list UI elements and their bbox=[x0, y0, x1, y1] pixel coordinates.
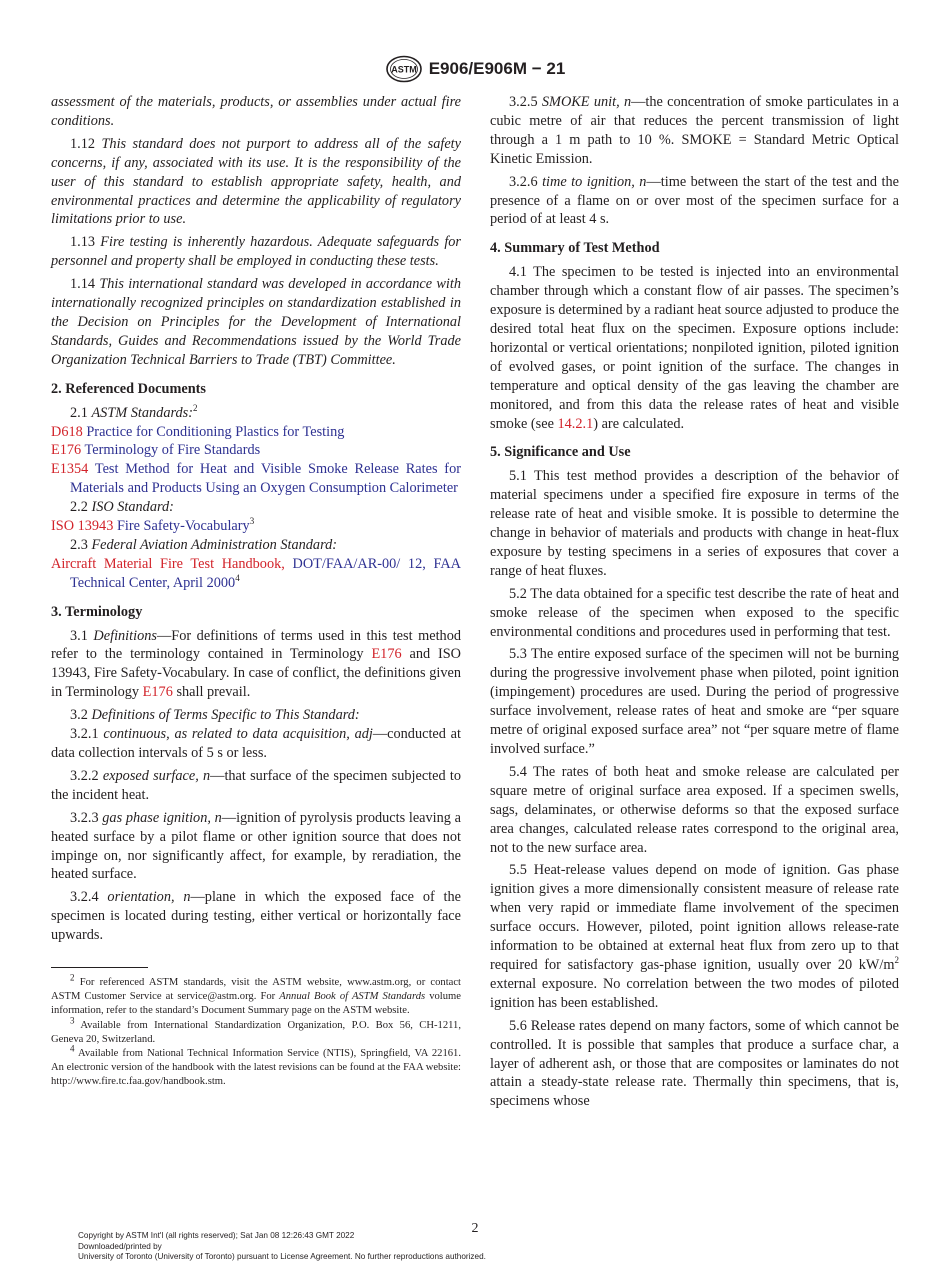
copyright-line: Copyright by ASTM Int'l (all rights reserved); Sat Jan 08 12:26:43 GMT 2022 bbox=[78, 1231, 355, 1240]
section-5-heading: 5. Significance and Use bbox=[490, 444, 631, 461]
paragraph-5-5: 5.5 Heat-release values depend on mode of ignition. Gas phase ignition gives a more dimensionally consistent measure of release rate when very rapid or immediate flame involvement of the specimen surface occurs. However, piloted, point ignition allows release-rate information to be obtained at external heat flux from zero up to that required for satisfactory gas-phase ignition, usually over 20 $kW/m^2$ external exposure. No correlation between the two modes of piloted ignition has been established. bbox=[490, 862, 899, 1011]
copyright-notice bbox=[78, 1231, 486, 1263]
paragraph-2-1: 2.1 ASTM Standards:$^2$ bbox=[70, 402, 198, 421]
paragraph-1-12: 1.12 This standard does not purport to address all of the safety concerns, if any, associated with its use. It is the responsibility of the user of this standard to establish appropriate safety, health, and environmental practices and determine the applicability of regulatory limitations prior to use. bbox=[51, 135, 461, 228]
paragraph-4-1: 4.1 The specimen to be tested is injected into an environmental chamber through which a constant flow of air passes. The specimen’s exposure is determined by a radiant heat source adjusted to produce the desired total heat flux on the specimen. Exposure options include: horizontal or vertical orientations; nonpiloted ignition, piloted ignition of evolved gases, or point ignition of the surface. The changes in temperature and optical density of the gas leaving the chamber are monitored, and from this data the release rates of heat and visible smoke (see 14.2.1) are calculated. bbox=[490, 264, 899, 432]
left-column bbox=[51, 93, 461, 1090]
link-e176[interactable]: E176 bbox=[371, 646, 402, 663]
paragraph-5-2: 5.2 The data obtained for a specific test describe the rate of heat and smoke release of the specimen when exposed to the specific environmental conditions and procedures used in performing that test. bbox=[490, 585, 899, 640]
paragraph-5-1: 5.1 This test method provides a description of the behavior of material specimens under a specified fire exposure in terms of the release rate of heat and visible smoke. It is possible to determine the change in behavior of materials and products with change in heat-flux exposure by testing specimens in a series of exposures that cover a range of heat fluxes. bbox=[490, 468, 899, 579]
paragraph-3-2-3: 3.2.3 gas phase ignition, n—ignition of pyrolysis products leaving a heated surface by a pilot flame or other ignition source that does not impinge on, nor significantly affect, for example, by reradiation, the heated surface. bbox=[51, 809, 461, 883]
reference-e1354[interactable]: E1354 Test Method for Heat and Visible Smoke Release Rates for Materials and Products Using an Oxygen Consumption Calorimeter bbox=[51, 461, 461, 497]
section-3-heading: 3. Terminology bbox=[51, 603, 143, 620]
page-number: 2 bbox=[471, 1221, 479, 1236]
paragraph-3-2-5: 3.2.5 SMOKE unit, n—the concentration of smoke particulates in a cubic metre of air that reduces the percent transmission of light through a 1 m path to 10 %. SMOKE = Standard Metric Optical Kinetic Emission. bbox=[490, 94, 900, 167]
reference-iso-13943[interactable]: ISO 13943 Fire Safety-Vocabulary$^3$ bbox=[51, 516, 255, 535]
paragraph-2-3: 2.3 Federal Aviation Administration Standard: bbox=[70, 536, 338, 553]
paragraph-3-2: 3.2 Definitions of Terms Specific to This Standard: bbox=[70, 707, 360, 724]
license-line: University of Toronto (University of Toronto) pursuant to License Agreement. No further reproductions authorized. bbox=[78, 1252, 486, 1262]
paragraph-3-2-4: 3.2.4 orientation, n—plane in which the exposed face of the specimen is located during testing, either vertical or horizontally face upwards. bbox=[51, 889, 462, 944]
paragraph-1-14: 1.14 This international standard was developed in accordance with internationally recognized principles on standardization established in the Decision on Principles for the Development of International Standards, Guides and Recommendations issued by the World Trade Organization Technical Barriers to Trade (TBT) Committee. bbox=[51, 276, 461, 368]
svg-text:ASTM: ASTM bbox=[390, 64, 417, 75]
paragraph-3-2-6: 3.2.6 time to ignition, n—time between the start of the test and the presence of a flame on or over most of the specimen surface for a period of at least 4 s. bbox=[490, 173, 900, 228]
paragraph-5-6: 5.6 Release rates depend on many factors, some of which cannot be controlled. It is possible that samples that produce a surface char, a layer of adherent ash, or those that are composites or laminates do not attain a steady-state release rate. Thermally thin specimens, that is, specimens whose bbox=[490, 1017, 899, 1110]
paragraph-1-13: 1.13 Fire testing is inherently hazardous. Adequate safeguards for personnel and property shall be employed in conducting these tests. bbox=[51, 234, 461, 270]
right-column bbox=[490, 93, 899, 1115]
paragraph-3-1: 3.1 Definitions—For definitions of terms used in this test method refer to the terminology contained in Terminology E176 and ISO 13943, Fire Safety-Vocabulary. In case of conflict, the definitions given in Terminology E176 shall prevail. bbox=[51, 627, 461, 701]
link-14-2-1[interactable]: 14.2.1 bbox=[557, 415, 594, 432]
footnote-4: $^4$ Available from National Technical Information Service (NTIS), Springfield, VA 22161. An electronic version of the handbook with the latest revisions can be found at the FAA website: http://www.fire.tc.faa.gov/handbook.stm. bbox=[51, 1043, 461, 1088]
paragraph-2-2: 2.2 ISO Standard: bbox=[70, 499, 174, 516]
reference-e176[interactable]: E176 Terminology of Fire Standards bbox=[51, 442, 261, 459]
astm-logo-icon bbox=[385, 55, 423, 83]
paragraph-5-4: 5.4 The rates of both heat and smoke release are calculated per square metre of original surface area exposed. If a specimen swells, sags, delaminates, or otherwise deforms so that the exposed surface area changes, calculated release rates correspond to the original area, not to the new surface area. bbox=[490, 763, 899, 856]
reference-d618[interactable]: D618 Practice for Conditioning Plastics for Testing bbox=[51, 423, 345, 440]
reference-faa-handbook[interactable]: Aircraft Material Fire Test Handbook, DOT/FAA/AR-00/ 12, FAA Technical Center, April 2000$^4$ bbox=[51, 555, 462, 591]
section-4-heading: 4. Summary of Test Method bbox=[490, 240, 660, 257]
paragraph-5-3: 5.3 The entire exposed surface of the specimen will not be burning during the progressive involvement phase when piloted, point ignition (impingement) procedures are used. During the period of progressive surface involvement, release rates of heat and smoke are “per square metre of original exposed surface area” not “per square metre of flame involved surface.” bbox=[490, 646, 899, 757]
downloaded-line: Downloaded/printed by bbox=[78, 1241, 162, 1251]
document-designation: E906/E906M − 21 bbox=[428, 59, 566, 78]
paragraph-1-11-continued: assessment of the materials, products, or assemblies under actual fire conditions. bbox=[51, 94, 461, 129]
footnote-2: $^2$ For referenced ASTM standards, visit the ASTM website, www.astm.org, or contact ASTM Customer Service at service@astm.org. For Annual Book of ASTM Standards volume information, refer to the standard’s Document Summary page on the ASTM website. bbox=[51, 972, 461, 1017]
paragraph-3-2-1: 3.2.1 continuous, as related to data acquisition, adj—conducted at data collection intervals of 5 s or less. bbox=[51, 726, 461, 761]
link-e176-second[interactable]: E176 bbox=[142, 684, 173, 701]
page-header bbox=[0, 54, 950, 84]
section-2-heading: 2. Referenced Documents bbox=[51, 380, 206, 397]
paragraph-3-2-2: 3.2.2 exposed surface, n—that surface of the specimen subjected to the incident heat. bbox=[51, 767, 461, 803]
footnote-divider bbox=[51, 967, 148, 968]
footnote-3: $^3$ Available from International Standardization Organization, P.O. Box 56, CH-1211, Geneva 20, Switzerland. bbox=[51, 1015, 461, 1045]
